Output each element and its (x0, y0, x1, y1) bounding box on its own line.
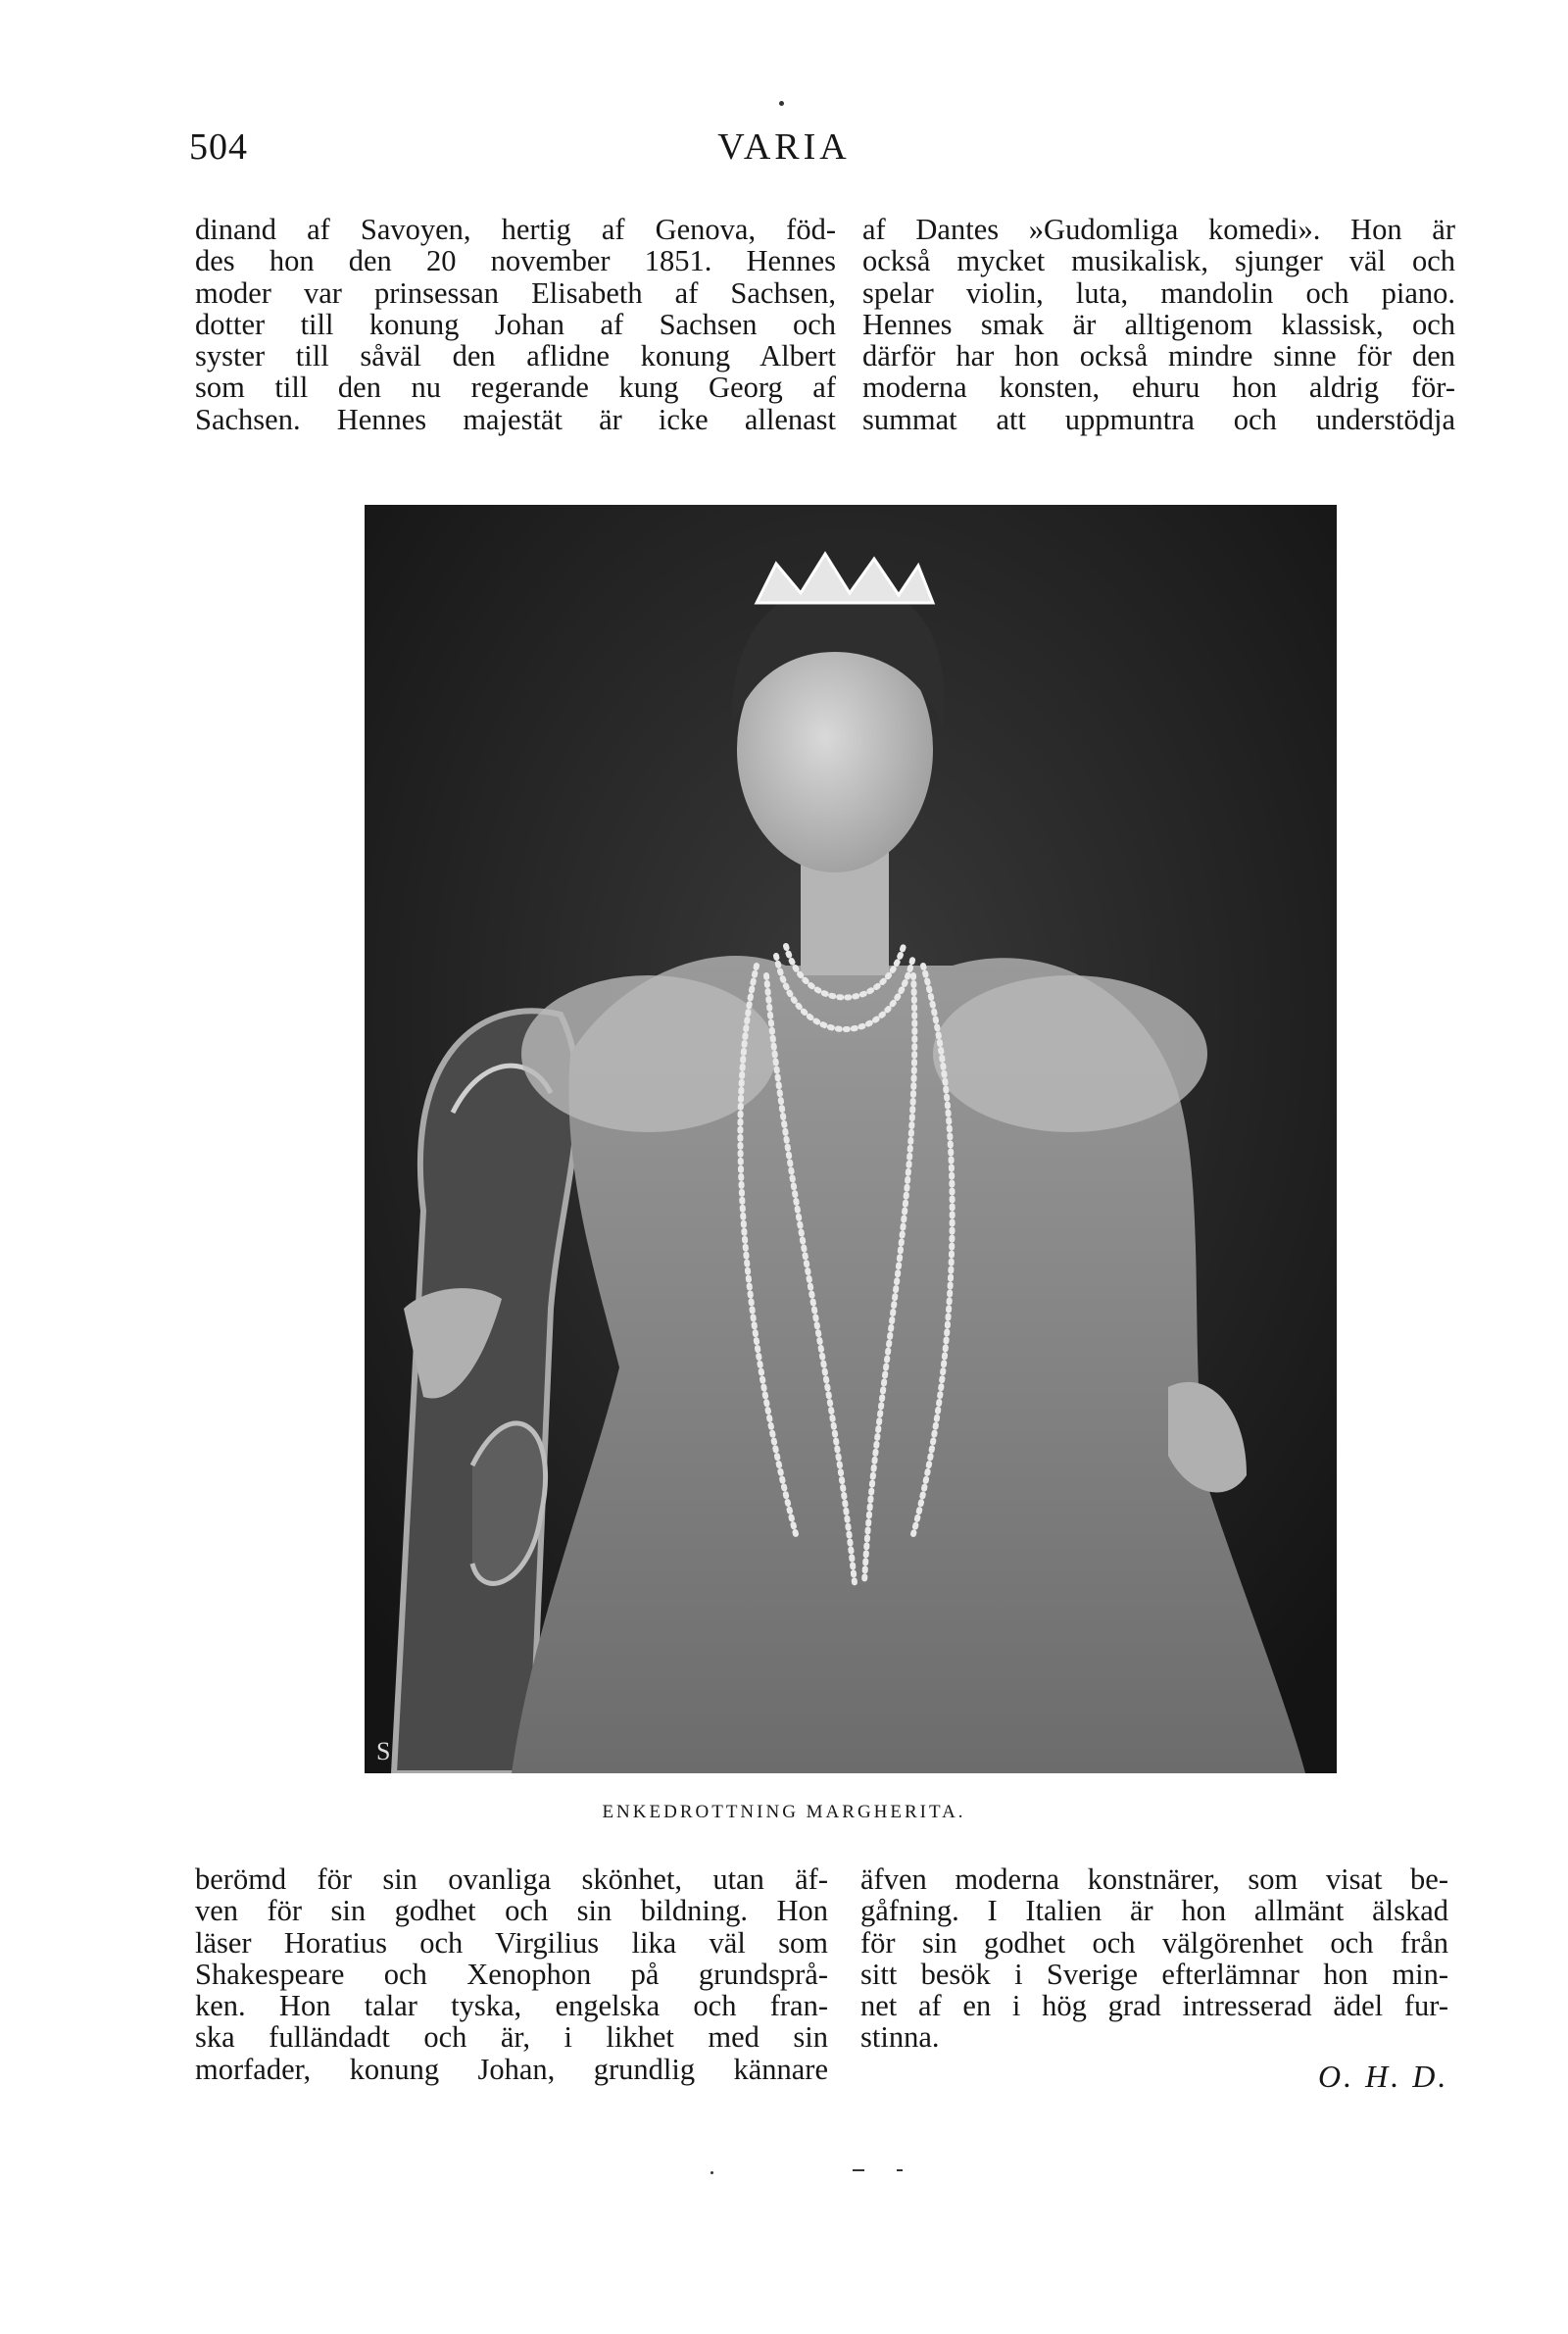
text-line: ven för sin godhet och sin bildning. Hon (195, 1894, 828, 1928)
portrait-photo-illustration (365, 505, 1337, 1773)
svg-text:S: S (376, 1737, 391, 1765)
running-head: VARIA (717, 126, 851, 168)
printer-dot (779, 101, 784, 106)
text-line: af Dantes »Gudomliga komedi». Hon är (862, 213, 1455, 246)
text-line: för sin godhet och välgörenhet och från (860, 1925, 1448, 1960)
text-line: summat att uppmuntra och understödja (862, 402, 1455, 436)
text-line: äfven moderna konstnärer, som visat be- (860, 1862, 1448, 1896)
author-signature: O. H. D. (1318, 2059, 1449, 2094)
text-line: ken. Hon talar tyska, engelska och fran- (195, 1989, 828, 2023)
text-line: spelar violin, luta, mandolin och piano. (862, 275, 1455, 310)
printer-mark (853, 2169, 864, 2171)
text-line: gåfning. I Italien är hon allmänt älskad (860, 1894, 1448, 1928)
page-number: 504 (189, 126, 248, 168)
printer-dot (710, 2171, 713, 2174)
column-top-right (862, 214, 1455, 435)
text-line: des hon den 20 november 1851. Hennes (195, 244, 836, 278)
text-line: också mycket musikalisk, sjunger väl och (862, 244, 1455, 278)
portrait-photo (365, 505, 1337, 1773)
text-line: som till den nu regerande kung Georg af (195, 371, 836, 405)
text-line: läser Horatius och Virgilius lika väl som (195, 1925, 828, 1960)
text-line: berömd för sin ovanliga skönhet, utan äf- (195, 1862, 828, 1896)
figure-caption: ENKEDROTTNING MARGHERITA. (602, 1802, 966, 1822)
text-line: Sachsen. Hennes majestät är icke allenast (195, 402, 836, 436)
column-top-left (195, 214, 836, 435)
text-line: net af en i hög grad intresserad ädel fur- (860, 1989, 1448, 2023)
text-line: dotter till konung Johan af Sachsen och (195, 307, 836, 341)
text-line: sitt besök i Sverige efterlämnar hon min- (860, 1957, 1448, 1991)
printer-mark (897, 2169, 903, 2171)
text-line: dinand af Savoyen, hertig af Genova, föd- (195, 213, 836, 246)
text-line: moder var prinsessan Elisabeth af Sachsen, (195, 275, 836, 310)
text-line: Shakespeare och Xenophon på grundsprå- (195, 1957, 828, 1991)
text-line: morfader, konung Johan, grundlig kännare (195, 2052, 828, 2086)
text-line: ska fulländadt och är, i likhet med sin (195, 2020, 828, 2055)
text-line: Hennes smak är alltigenom klassisk, och (862, 307, 1455, 341)
column-bottom-left (195, 1863, 828, 2085)
column-bottom-right (860, 1863, 1448, 2054)
text-line: moderna konsten, ehuru hon aldrig för- (862, 371, 1455, 405)
text-line: syster till såväl den aflidne konung Albert (195, 339, 836, 373)
text-line: därför har hon också mindre sinne för den (862, 339, 1455, 373)
text-line: stinna. (860, 2020, 940, 2055)
